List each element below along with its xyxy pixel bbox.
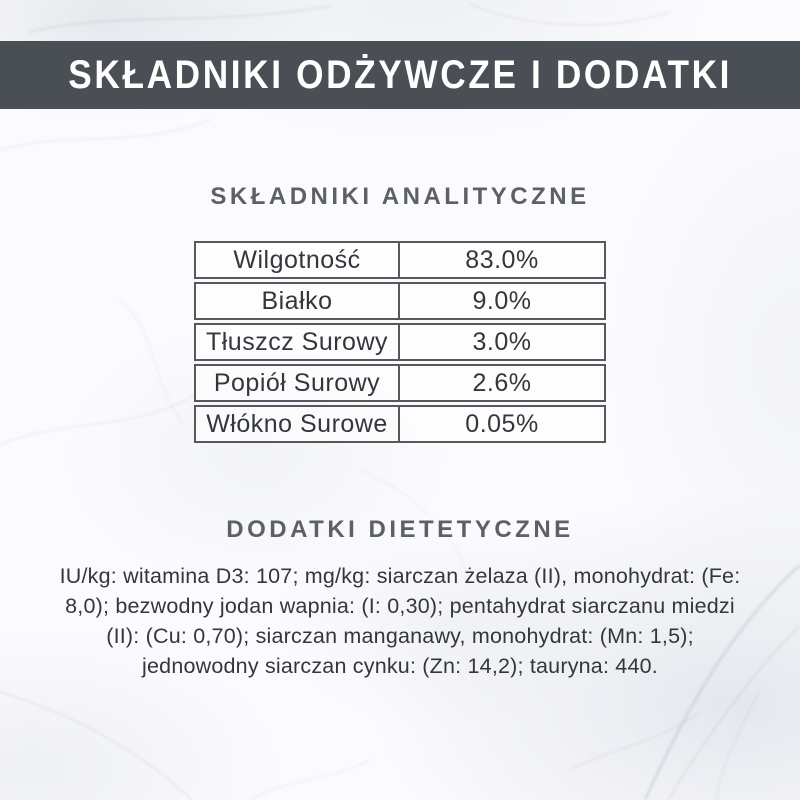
nutrient-value: 9.0% xyxy=(400,282,606,320)
nutrient-label: Popiół Surowy xyxy=(194,364,400,402)
title-banner xyxy=(0,41,800,109)
analytical-table xyxy=(194,238,606,446)
additives-text: IU/kg: witamina D3: 107; mg/kg: siarczan żelaza (II), monohydrat: (Fe: 8,0); bezwodny jodan wapnia: (I: 0,30); pentahydrat siarczanu miedzi (II): (Cu: 0,70); siarczan manganawy, monohydrat: (Mn: 1,5); jednowodny siarczan cynku: (Zn: 14,2); tauryna: 440. xyxy=(59,564,741,678)
nutrient-label: Białko xyxy=(194,282,400,320)
page-title: SKŁADNIKI ODŻYWCZE I DODATKI xyxy=(68,52,732,97)
table-row xyxy=(194,323,606,361)
table-row xyxy=(194,405,606,443)
nutrient-value: 83.0% xyxy=(400,241,606,279)
table-row xyxy=(194,241,606,279)
nutrient-label: Tłuszcz Surowy xyxy=(194,323,400,361)
table-row xyxy=(194,364,606,402)
nutrient-value: 3.0% xyxy=(400,323,606,361)
nutrient-label: Włókno Surowe xyxy=(194,405,400,443)
analytical-section-heading: SKŁADNIKI ANALITYCZNE xyxy=(210,183,590,210)
nutrient-label: Wilgotność xyxy=(194,241,400,279)
nutrient-value: 0.05% xyxy=(400,405,606,443)
table-row xyxy=(194,282,606,320)
nutrient-value: 2.6% xyxy=(400,364,606,402)
additives-section-heading: DODATKI DIETETYCZNE xyxy=(226,516,574,543)
